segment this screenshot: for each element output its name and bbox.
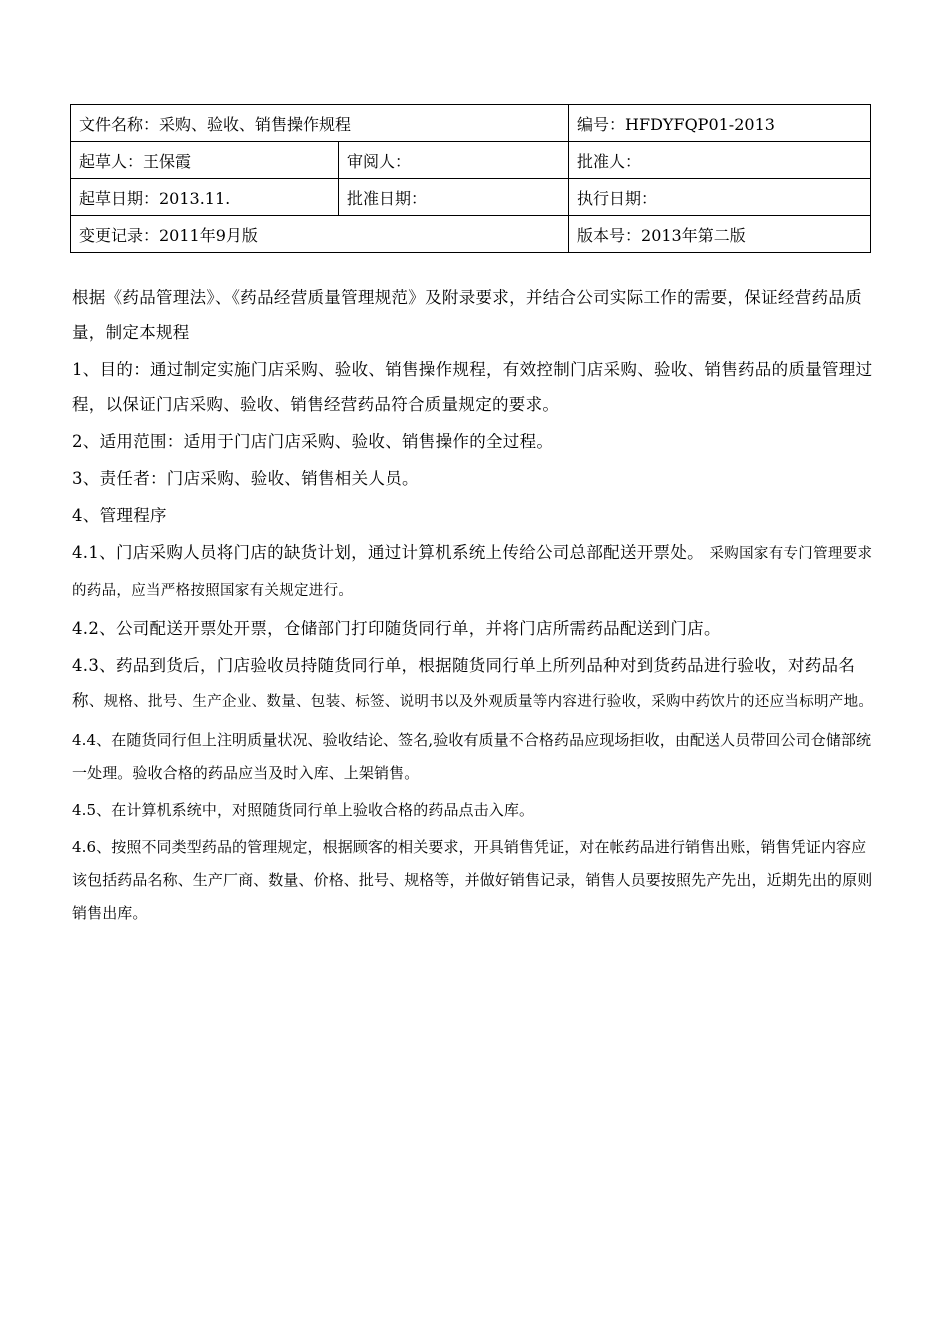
- section-scope: 2、适用范围：适用于门店门店采购、验收、销售操作的全过程。: [72, 432, 554, 451]
- header-row-1: [71, 105, 871, 142]
- section-4-4: 4.4、在随货同行但上注明质量状况、验收结论、签名,验收有质量不合格药品应现场拒收，由配送人员带回公司仓储部统一处理。验收合格的药品应当及时入库、上架销售。: [72, 731, 872, 782]
- approver-cell: 批准人：: [569, 142, 871, 179]
- section-4-1: [72, 535, 880, 609]
- section-4-3: [72, 648, 880, 720]
- drafter-cell: 起草人：王保霞: [71, 142, 339, 179]
- approval-date-cell: 批准日期：: [339, 179, 569, 216]
- section-4-3-rest: 、规格、批号、生产企业、数量、包装、标签、说明书以及外观质量等内容进行验收，采购中药饮片的还应当标明产地。: [88, 694, 874, 710]
- intro-paragraph: 根据《药品管理法》、《药品经营质量管理规范》及附录要求，并结合公司实际工作的需要，保证经营药品质量，制定本规程: [72, 288, 862, 342]
- header-row-2: [71, 142, 871, 179]
- draft-date-cell: 起草日期：2013.11.: [71, 179, 339, 216]
- section-4-2: 4.2、公司配送开票处开票，仓储部门打印随货同行单，并将门店所需药品配送到门店。: [72, 619, 721, 638]
- header-row-4: [71, 216, 871, 253]
- version-cell: 版本号：2013年第二版: [569, 216, 871, 253]
- section-4-1-note: 采购国家有专门管理要求的药品，应当严格按照国家有关规定进行。: [72, 546, 873, 599]
- document-body: [72, 280, 880, 930]
- effective-date-cell: 执行日期：: [569, 179, 871, 216]
- section-responsible: 3、责任者：门店采购、验收、销售相关人员。: [72, 469, 419, 488]
- doc-name-cell: 文件名称：采购、验收、销售操作规程: [71, 105, 569, 142]
- section-4-3-main: 4.3、药品到货后，门店验收员持随货同行单，根据随货同行单上所列品种对到货药品进行验收，对药品名称: [72, 656, 856, 710]
- document-header-table: [70, 104, 871, 253]
- doc-number-cell: 编号：HFDYFQP01-2013: [569, 105, 871, 142]
- section-purpose: 1、目的：通过制定实施门店采购、验收、销售操作规程，有效控制门店采购、验收、销售药品的质量管理过程，以保证门店采购、验收、销售经营药品符合质量规定的要求。: [72, 360, 873, 414]
- section-procedure-heading: 4、管理程序: [72, 506, 167, 525]
- section-4-1-main: 4.1、门店采购人员将门店的缺货计划，通过计算机系统上传给公司总部配送开票处。: [72, 543, 704, 562]
- header-row-3: [71, 179, 871, 216]
- section-4-6: 4.6、按照不同类型药品的管理规定，根据顾客的相关要求，开具销售凭证，对在帐药品进行销售出账，销售凭证内容应该包括药品名称、生产厂商、数量、价格、批号、规格等，并做好销售记录，销售人员要按照先产先出，近期先出的原则销售出库。: [72, 838, 873, 922]
- change-record-cell: 变更记录：2011年9月版: [71, 216, 569, 253]
- section-4-5: 4.5、在计算机系统中，对照随货同行单上验收合格的药品点击入库。: [72, 801, 535, 819]
- reviewer-cell: 审阅人：: [339, 142, 569, 179]
